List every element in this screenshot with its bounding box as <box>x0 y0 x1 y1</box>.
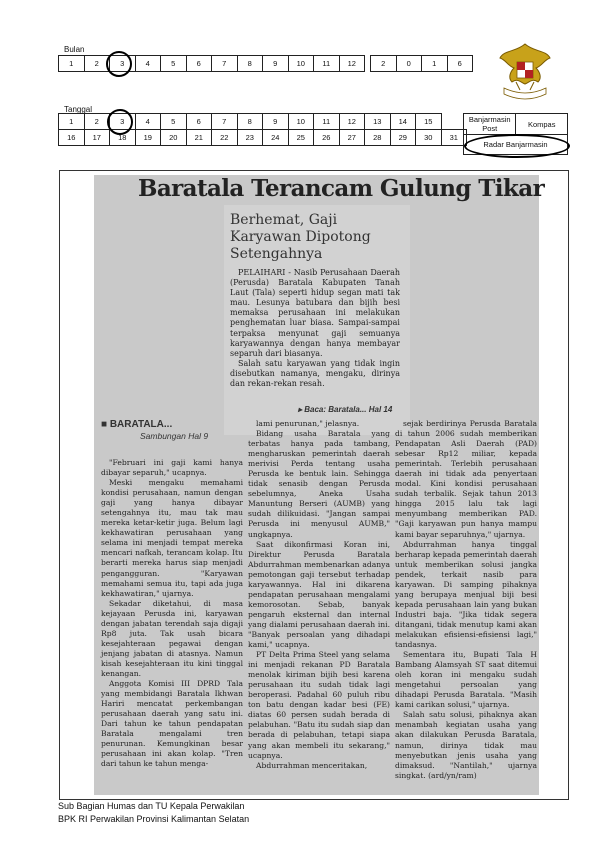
tanggal-label: Tanggal <box>64 105 93 114</box>
day-cell-23: 23 <box>237 130 263 146</box>
month-cell-6: 6 <box>186 56 212 72</box>
day-cell-12: 12 <box>339 114 365 130</box>
selected-month-circle <box>106 51 132 77</box>
day-cell-21: 21 <box>186 130 212 146</box>
continuation-subtitle: Sambungan Hal 9 <box>140 431 209 441</box>
day-cell-6: 6 <box>186 114 212 130</box>
year-digit-cell-0: 0 <box>396 56 422 72</box>
footer-line-2: BPK RI Perwakilan Provinsi Kalimantan Selatan <box>58 814 250 824</box>
month-grid <box>58 55 365 72</box>
year-digit-cell-6: 6 <box>447 56 473 72</box>
garuda-emblem-icon <box>496 38 554 108</box>
article-column-2: lami penurunan," jelasnya. Bidang usaha Baratala yang terbatas hanya pada tambang, mengharuskan pemerintah daerah merivisi Perda tentang usaha Perusda ke bentuk lain. Sehingga tidak senasib dengan Perusda sebelumnya, Aneka Usaha Manuntung Berseri (AUMB) yang sudah dilikuidasi. "Jangan sampai Perusda ini menyusul AUMB," ungkapnya. Saat dikonfirmasi Koran ini, Direktur Perusda Baratala Abdurrahman membenarkan adanya pemotongan gaji tersebut terhadap karyawannya. Hal ini dikarena pendapatan perusahaan mengalami kemorosotan. Sebab, banyak pengaruh eksternal dan internal yang dialami perusahaan daerah ini. "Banyak persoalan yang dihadapi kami," ucapnya. PT Delta Prima Steel yang selama ini menjadi rekanan PD Baratala menolak kiriman bijih besi karena perusahaan itu sudah tidak lagi beroperasi. Padahal 60 puluh ribu ton batu dengan kadar besi (FE) diatas 60 persen sudah berada di pelabuhan. "Batu itu sudah siap dan berada di pelabuhan, tetapi siapa yang akan membeli itu sekarang," ucapnya. Abdurrahman menceritakan, <box>248 419 390 770</box>
month-cell-7: 7 <box>212 56 238 72</box>
day-cell-9: 9 <box>263 114 289 130</box>
day-cell-7: 7 <box>212 114 238 130</box>
day-cell-14: 14 <box>390 114 416 130</box>
lead-paragraph-2: Salah satu karyawan yang tidak ingin disebutkan namanya, mengaku, dirinya dan rekan-rekan resah. <box>230 358 400 389</box>
article-column-1: "Februari ini gaji kami hanya dibayar separuh," ucapnya. Meski mengaku memahami kondisi perusahaan, namun dengan gaji yang hanya dibayar setengahnya itu, mau tak mau mereka ketar-ketir juga. Belum lagi kekhawatiran perusahaan yang selama ini menjadi tempat mereka mencari nafkah, terancam kolap. Itu berarti mereka harus siap menjadi pengangguran. "Karyawan memahami semua itu, tapi ada juga kekhawatiran," ujarnya. Sekadar diketahui, di masa kejayaan Perusda ini, karyawan dengan jabatan terendah saja digaji Rp8 juta. Tak usah bicara kesejahteraan pegawai dengan jenjang jabatan di atasnya. Namun kisah kesejahteraan itu kini tinggal kenangan. Anggota Komisi III DPRD Tala yang membidangi Baratala Ikhwan Hariri mencatat perkembangan perusahaan daerah yang satu ini. Dari tahun ke tahun pendapatan Baratala mengalami tren penurunan. Kemungkinan besar perusahaan ini akan kolap. "Tren dari tahun ke tahun menga- <box>101 458 243 769</box>
day-cell-3: 3 <box>110 114 136 130</box>
year-grid <box>370 55 473 72</box>
day-cell-17: 17 <box>84 130 110 146</box>
day-cell-27: 27 <box>339 130 365 146</box>
day-cell-8: 8 <box>237 114 263 130</box>
day-cell-19: 19 <box>135 130 161 146</box>
article-column-3: sejak berdirinya Perusda Baratala di tahun 2006 sudah memberikan Pendapatan Asli Daerah (PAD) sebesar Rp12 miliar, kepada pemerintah. Terlebih perusahaan daerah ini tidak ada penyertaan modal. Kini kondisi perusahaan sudah terbalik. Sejak tahun 2013 hingga 2015 lalu tak lagi menyumbang memberikan PAD. "Gaji karyawan pun hanya mampu kami bayar separuhnya," ujarnya. Abdurrahman hanya tinggal berharap kepada pemerintah daerah untuk memberikan solusi jangka pendek, terkait nasib para karyawan. Di samping pihaknya yang berupaya menjual biji besi kepada perusahaan lain yang bukan Industri baja. "Jika tidak segera ditangani, tidak menutup kami akan melakukan efisiensi-efisiensi lagi," tandasnya. Sementara itu, Bupati Tala H Bambang Alamsyah ST saat ditemui oleh koran ini mengaku sudah mengetahui persoalan yang dihadapi Perusda Baratala. "Masih kami carikan solusi," ujarnya. Salah satu solusi, pihaknya akan menambah kegiatan usaha yang akan dilakukan Perusda Baratala, namun, dirinya tidak mau menyebutkan jenis usaha yang dimaksud. "Nantilah," ujarnya singkat. (ard/yn/ram) <box>395 419 537 780</box>
day-cell-1: 1 <box>59 114 85 130</box>
month-cell-3: 3 <box>110 56 136 72</box>
month-cell-5: 5 <box>161 56 187 72</box>
month-cell-2: 2 <box>84 56 110 72</box>
month-cell-8: 8 <box>237 56 263 72</box>
day-cell-28: 28 <box>365 130 391 146</box>
year-digit-cell-2: 2 <box>371 56 397 72</box>
see-more-reference: ▸ Baca: Baratala... Hal 14 <box>298 405 393 414</box>
media-radar-banjarmasin: Radar Banjarmasin <box>464 135 568 155</box>
month-cell-11: 11 <box>314 56 340 72</box>
day-cell-16: 16 <box>59 130 85 146</box>
day-cell-29: 29 <box>390 130 416 146</box>
month-cell-10: 10 <box>288 56 314 72</box>
day-cell-2: 2 <box>84 114 110 130</box>
day-cell-22: 22 <box>212 130 238 146</box>
day-cell-10: 10 <box>288 114 314 130</box>
day-cell-25: 25 <box>288 130 314 146</box>
article-headline: Baratala Terancam Gulung Tikar <box>138 175 545 202</box>
continuation-title: ■ BARATALA... <box>101 419 173 430</box>
bulan-label: Bulan <box>64 45 85 54</box>
day-cell-15: 15 <box>416 114 442 130</box>
selected-media-circle <box>464 134 570 158</box>
article-subhead: Berhemat, Gaji Karyawan Dipotong Setengahnya <box>230 212 371 262</box>
month-cell-4: 4 <box>135 56 161 72</box>
day-cell-30: 30 <box>416 130 442 146</box>
article-lead <box>230 268 400 389</box>
month-cell-9: 9 <box>263 56 289 72</box>
media-kompas: Kompas <box>516 114 568 135</box>
day-cell-20: 20 <box>161 130 187 146</box>
media-banjarmasin-post: Banjarmasin Post <box>464 114 516 135</box>
lead-paragraph-1: PELAIHARI - Nasib Perusahaan Daerah (Perusda) Baratala Kabupaten Tanah Laut (Tala) seperti hidup segan mati tak mau. Lesunya batubara dan bijih besi memaksa perusahaan ini melakukan penghematan luar biasa. Sampai-sampai terpaksa menyunat gaji semuanya karyawannya dengan hanya membayar separuh dari biasanya. <box>230 268 400 358</box>
year-digit-cell-1: 1 <box>422 56 448 72</box>
day-cell-13: 13 <box>365 114 391 130</box>
selected-day-circle <box>107 109 133 135</box>
day-cell-11: 11 <box>314 114 340 130</box>
month-cell-1: 1 <box>59 56 85 72</box>
day-cell-4: 4 <box>135 114 161 130</box>
day-cell-31: 31 <box>441 130 467 146</box>
day-cell-24: 24 <box>263 130 289 146</box>
day-cell-26: 26 <box>314 130 340 146</box>
month-cell-12: 12 <box>339 56 365 72</box>
day-cell-18: 18 <box>110 130 136 146</box>
footer-line-1: Sub Bagian Humas dan TU Kepala Perwakilan <box>58 801 245 811</box>
day-cell-5: 5 <box>161 114 187 130</box>
